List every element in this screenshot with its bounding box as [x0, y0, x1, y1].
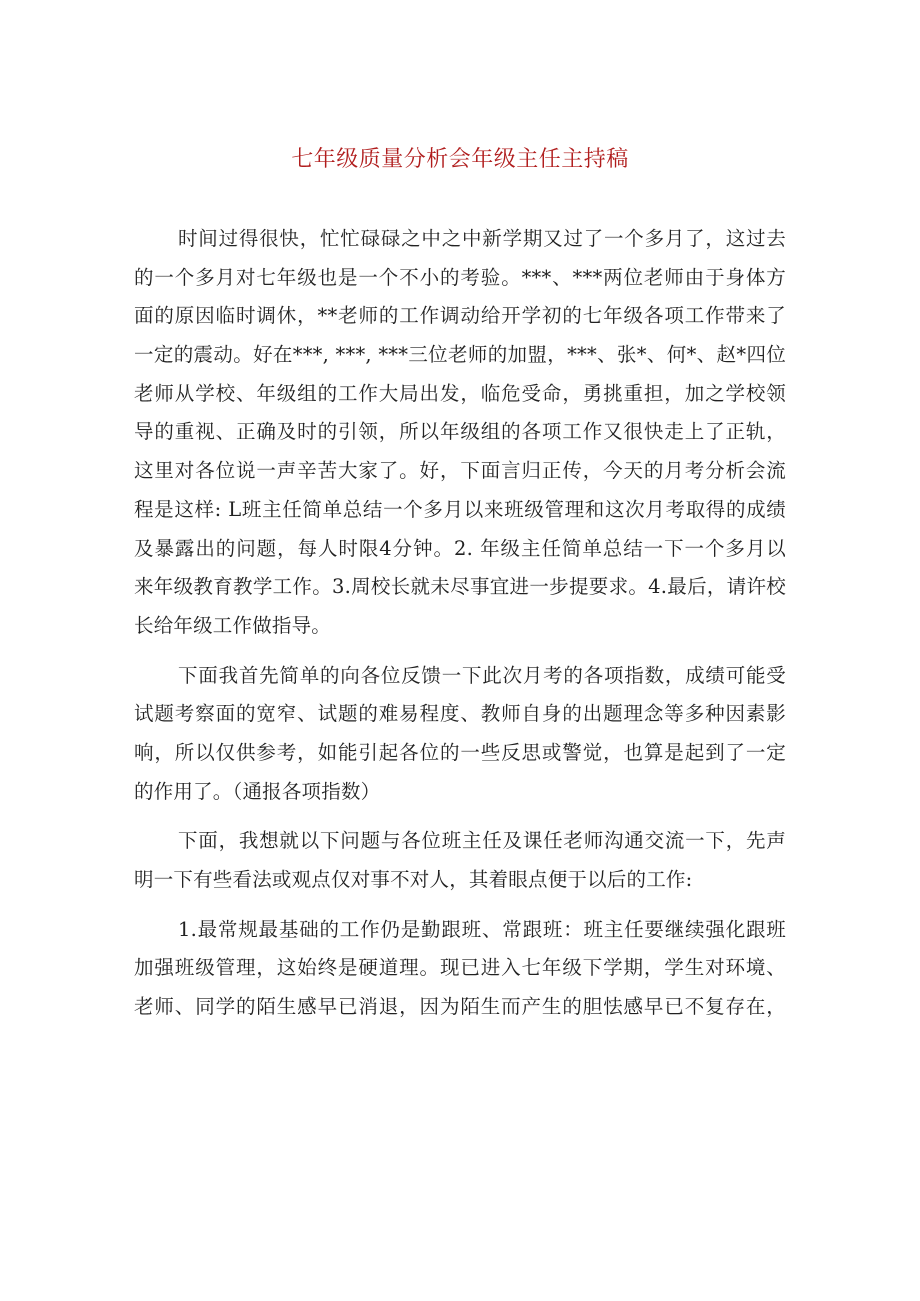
- paragraph: [134, 657, 786, 812]
- text-line: 一定的震动。好在***, ***, ***三位老师的加盟，***、张*、何*、赵*四位: [134, 343, 786, 367]
- text-line: 试题考察面的宽窄、试题的难易程度、教师自身的出题理念等多种因素影: [134, 702, 786, 726]
- paragraph: [134, 911, 786, 1027]
- paragraph: [134, 220, 786, 646]
- text-line: 加强班级管理，这始终是硬道理。现已进入七年级下学期，学生对环境、: [134, 956, 786, 980]
- text-line: 下面，我想就以下问题与各位班主任及课任老师沟通交流一下，先声: [178, 829, 786, 853]
- text-line: 响，所以仅供参考，如能引起各位的一些反思或警觉，也算是起到了一定: [134, 740, 786, 764]
- text-line: 明一下有些看法或观点仅对事不对人，其着眼点便于以后的工作:: [134, 868, 693, 891]
- paragraph: [134, 822, 786, 899]
- text-line: 长给年级工作做指导。: [134, 613, 332, 637]
- text-line: 老师、同学的陌生感早已消退，因为陌生而产生的胆怯感早已不复存在，: [134, 995, 786, 1019]
- text-line: 老师从学校、年级组的工作大局出发，临危受命，勇挑重担，加之学校领: [134, 381, 786, 405]
- text-line: 及暴露出的问题，每人时限4分钟。2. 年级主任简单总结一下一个多月以: [134, 536, 786, 560]
- text-line: 来年级教育教学工作。3.周校长就未尽事宜进一步提要求。4.最后，请许校: [134, 575, 786, 599]
- text-line: 1.最常规最基础的工作仍是勤跟班、常跟班：班主任要继续强化跟班: [178, 917, 786, 941]
- text-line: 导的重视、正确及时的引领，所以年级组的各项工作又很快走上了正轨，: [134, 420, 786, 444]
- text-line: 这里对各位说一声辛苦大家了。好，下面言归正传，今天的月考分析会流: [134, 459, 786, 483]
- document-body: [134, 220, 786, 1027]
- text-line: 下面我首先简单的向各位反馈一下此次月考的各项指数，成绩可能受: [178, 663, 786, 687]
- text-line: 的作用了。（通报各项指数）: [134, 779, 381, 803]
- text-line: 程是这样: L班主任简单总结一个多月以来班级管理和这次月考取得的成绩: [134, 497, 786, 521]
- document-title: 七年级质量分析会年级主任主持稿: [291, 147, 629, 172]
- text-line: 面的原因临时调休，**老师的工作调动给开学初的七年级各项工作带来了: [134, 304, 786, 328]
- text-line: 时间过得很快，忙忙碌碌之中之中新学期又过了一个多月了，这过去: [178, 227, 786, 250]
- text-line: 的一个多月对七年级也是一个不小的考验。***、***两位老师由于身体方: [134, 265, 786, 289]
